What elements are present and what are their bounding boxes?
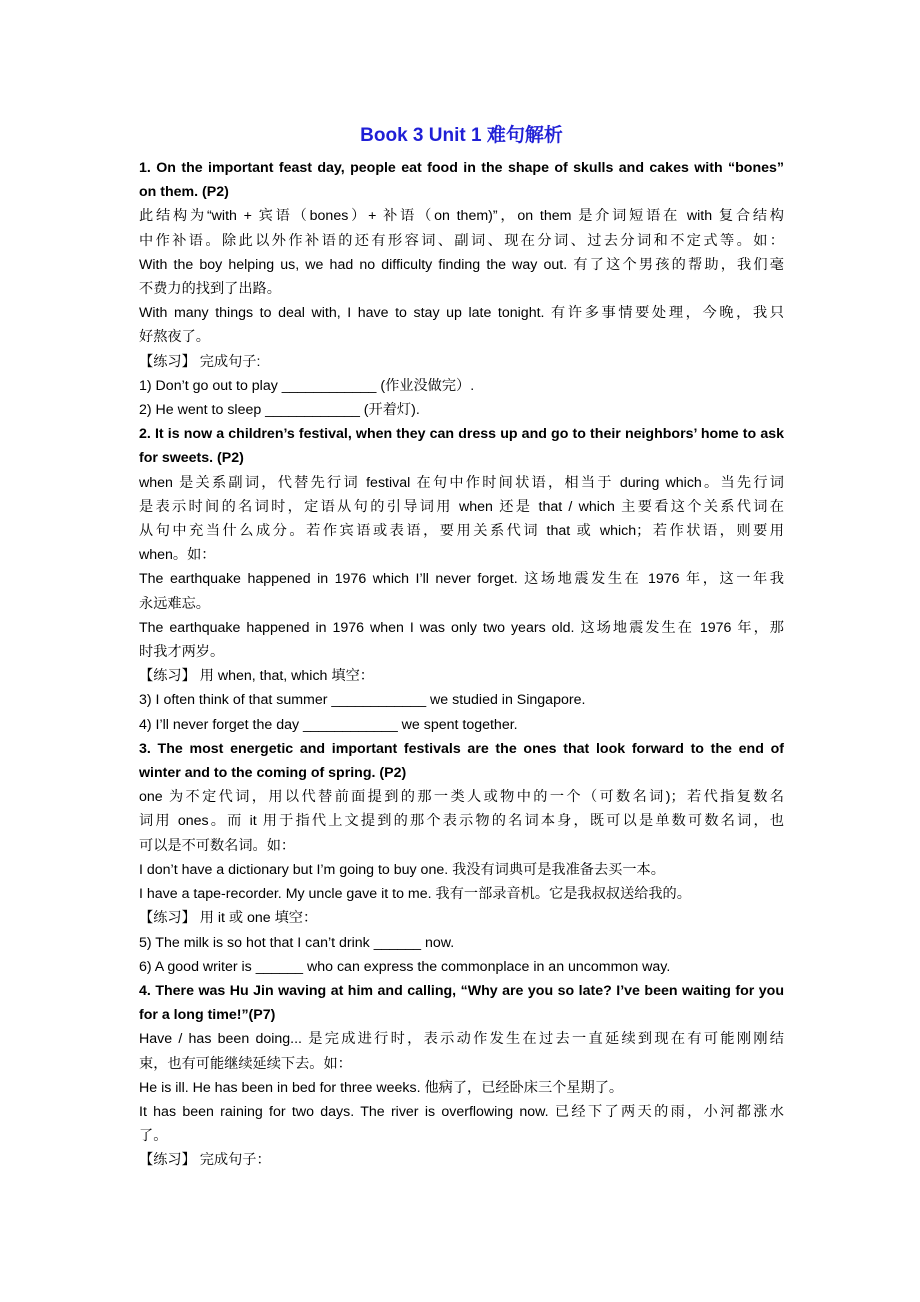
text-line: 【练习】 完成句子: — [139, 353, 261, 370]
section-heading-line: on them. (P2) — [139, 184, 229, 201]
text-line: 5) The milk is so hot that I can’t drink ______ now. — [139, 934, 455, 951]
text-line: 束，也有可能继续延续下去。如： — [139, 1055, 352, 1072]
text-line: one 为不定代词，用以代替前面提到的那一类人或物中的一个（可数名词)；若代指复数名 — [139, 789, 784, 806]
text-line: 【练习】 完成句子： — [139, 1152, 271, 1169]
text-line: 6) A good writer is ______ who can express the commonplace in an uncommon way. — [139, 958, 671, 975]
text-line: I have a tape-recorder. My uncle gave it to me. 我有一部录音机。它是我叔叔送给我的。 — [139, 886, 691, 903]
text-line: 【练习】 用 it 或 one 填空： — [139, 910, 318, 927]
section-heading-line: 3. The most energetic and important festivals are the ones that look forward to the end of — [139, 740, 784, 757]
text-line: 不费力的找到了出路。 — [139, 281, 281, 298]
text-line: 此结构为“with + 宾语（bones）+ 补语（on them)”，on them 是介词短语在 with 复合结构 — [139, 208, 784, 225]
page-title: Book 3 Unit 1 难句解析 — [360, 125, 563, 146]
text-line: 好熬夜了。 — [139, 329, 210, 346]
section-heading-line: 1. On the important feast day, people eat food in the shape of skulls and cakes with “bones” — [139, 160, 784, 176]
text-line: With many things to deal with, I have to stay up late tonight. 有许多事情要处理，今晚，我只 — [139, 305, 784, 322]
text-line: He is ill. He has been in bed for three weeks. 他病了，已经卧床三个星期了。 — [139, 1079, 624, 1096]
section-heading-line: 4. There was Hu Jin waving at him and calling, “Why are you so late? I’ve been waiting for you — [139, 982, 784, 999]
section-heading-line: for a long time!”(P7) — [139, 1007, 276, 1024]
text-line: 【练习】 用 when, that, which 填空： — [139, 668, 374, 685]
text-line: I don’t have a dictionary but I’m going to buy one. 我没有词典可是我准备去买一本。 — [139, 861, 665, 878]
text-line: 是表示时间的名词时，定语从句的引导词用 when 还是 that / which 主要看这个关系代词在 — [139, 498, 784, 515]
text-line: when 是关系副词，代替先行词 festival 在句中作时间状语，相当于 during which。当先行词 — [139, 474, 784, 491]
text-line: 从句中充当什么成分。若作宾语或表语，要用关系代词 that 或 which；若作状语，则要用 — [139, 523, 784, 540]
text-line: 了。 — [139, 1128, 168, 1145]
document-page — [139, 122, 784, 1173]
text-line: when。如： — [139, 547, 216, 564]
text-line: With the boy helping us, we had no difficulty finding the way out. 有了这个男孩的帮助，我们毫 — [139, 256, 784, 273]
text-line: 3) I often think of that summer ____________ we studied in Singapore. — [139, 692, 586, 709]
text-line: Have / has been doing... 是完成进行时，表示动作发生在过去一直延续到现在有可能刚刚结 — [139, 1031, 784, 1048]
text-line: 1) Don’t go out to play ____________ (作业没做完）. — [139, 377, 475, 394]
text-line: 4) I’ll never forget the day ____________ we spent together. — [139, 716, 518, 733]
section-heading-line: for sweets. (P2) — [139, 450, 244, 467]
text-line: The earthquake happened in 1976 when I was only two years old. 这场地震发生在 1976 年，那 — [139, 619, 784, 636]
text-line: 永远难忘。 — [139, 595, 210, 612]
text-line: 中作补语。除此以外作补语的还有形容词、副词、现在分词、过去分词和不定式等。如： — [139, 232, 784, 249]
text-line: It has been raining for two days. The river is overflowing now. 已经下了两天的雨，小河都涨水 — [139, 1103, 784, 1120]
text-line: 时我才两岁。 — [139, 644, 225, 661]
document-body — [139, 156, 784, 1173]
text-line: The earthquake happened in 1976 which I’ll never forget. 这场地震发生在 1976 年，这一年我 — [139, 571, 784, 588]
section-heading-line: winter and to the coming of spring. (P2) — [139, 765, 407, 782]
text-line: 词用 ones。而 it 用于指代上文提到的那个表示物的名词本身，既可以是单数可数名词，也 — [139, 813, 784, 830]
section-heading-line: 2. It is now a children’s festival, when they can dress up and go to their neighbors’ home to ask — [139, 426, 784, 443]
text-line: 可以是不可数名词。如： — [139, 837, 296, 854]
text-line: 2) He went to sleep ____________ (开着灯). — [139, 402, 420, 419]
